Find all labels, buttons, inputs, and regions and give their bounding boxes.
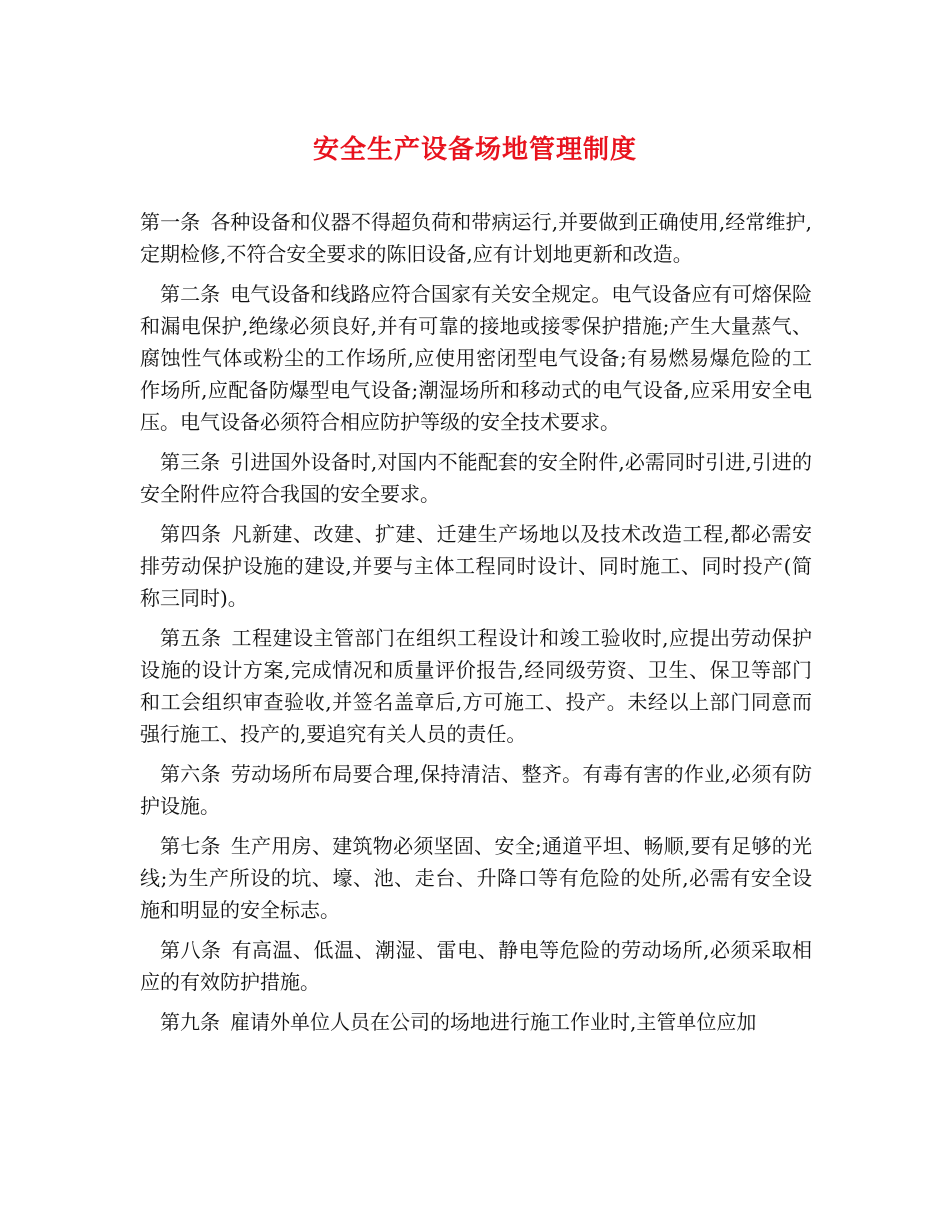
article-label: 第九条 (160, 1010, 220, 1034)
article-text: 电气设备和线路应符合国家有关安全规定。电气设备应有可熔保险和漏电保护,绝缘必须良好,并有可靠的接地或接零保护措施;产生大量蒸气、腐蚀性气体或粉尘的工作场所,应使用密闭型电气设备;有易燃易爆危险的工作场所,应配备防爆型电气设备;潮湿场所和移动式的电气设备,应采用安全电压。电气设备必须符合相应防护等级的安全技术要求。 (140, 282, 813, 434)
article-label: 第五条 (160, 626, 222, 650)
article-label: 第八条 (160, 938, 222, 962)
article-text: 工程建设主管部门在组织工程设计和竣工验收时,应提出劳动保护设施的设计方案,完成情况和质量评价报告,经同级劳资、卫生、保卫等部门和工会组织审查验收,并签名盖章后,方可施工、投产。未经以上部门同意而强行施工、投产的,要追究有关人员的责任。 (140, 626, 812, 746)
article-label: 第一条 (140, 210, 201, 234)
document-body (140, 206, 812, 1046)
article-text: 雇请外单位人员在公司的场地进行施工作业时,主管单位应加 (230, 1010, 757, 1034)
article-text: 生产用房、建筑物必须坚固、安全;通道平坦、畅顺,要有足够的光线;为生产所设的坑、壕、池、走台、升降口等有危险的处所,必需有安全设施和明显的安全标志。 (140, 834, 812, 922)
article-6 (140, 758, 812, 822)
article-9 (140, 1006, 812, 1038)
article-text: 有高温、低温、潮湿、雷电、静电等危险的劳动场所,必须采取相应的有效防护措施。 (140, 938, 812, 994)
article-text: 各种设备和仪器不得超负荷和带病运行,并要做到正确使用,经常维护,定期检修,不符合安全要求的陈旧设备,应有计划地更新和改造。 (140, 210, 813, 266)
article-7 (140, 830, 812, 926)
article-5 (140, 622, 812, 750)
article-1 (140, 206, 812, 270)
article-label: 第四条 (160, 522, 222, 546)
article-4 (140, 518, 812, 614)
article-label: 第六条 (160, 762, 221, 786)
article-3 (140, 446, 812, 510)
article-2 (140, 278, 812, 438)
article-text: 引进国外设备时,对国内不能配套的安全附件,必需同时引进,引进的安全附件应符合我国的安全要求。 (140, 450, 812, 506)
document-title: 安全生产设备场地管理制度 (312, 135, 637, 165)
article-label: 第七条 (160, 834, 221, 858)
article-text: 凡新建、改建、扩建、迁建生产场地以及技术改造工程,都必需安排劳动保护设施的建设,并要与主体工程同时设计、同时施工、同时投产(简称三同时)。 (140, 522, 812, 610)
article-8 (140, 934, 812, 998)
article-text: 劳动场所布局要合理,保持清洁、整齐。有毒有害的作业,必须有防护设施。 (140, 762, 813, 818)
article-label: 第三条 (160, 450, 221, 474)
article-label: 第二条 (160, 282, 221, 306)
